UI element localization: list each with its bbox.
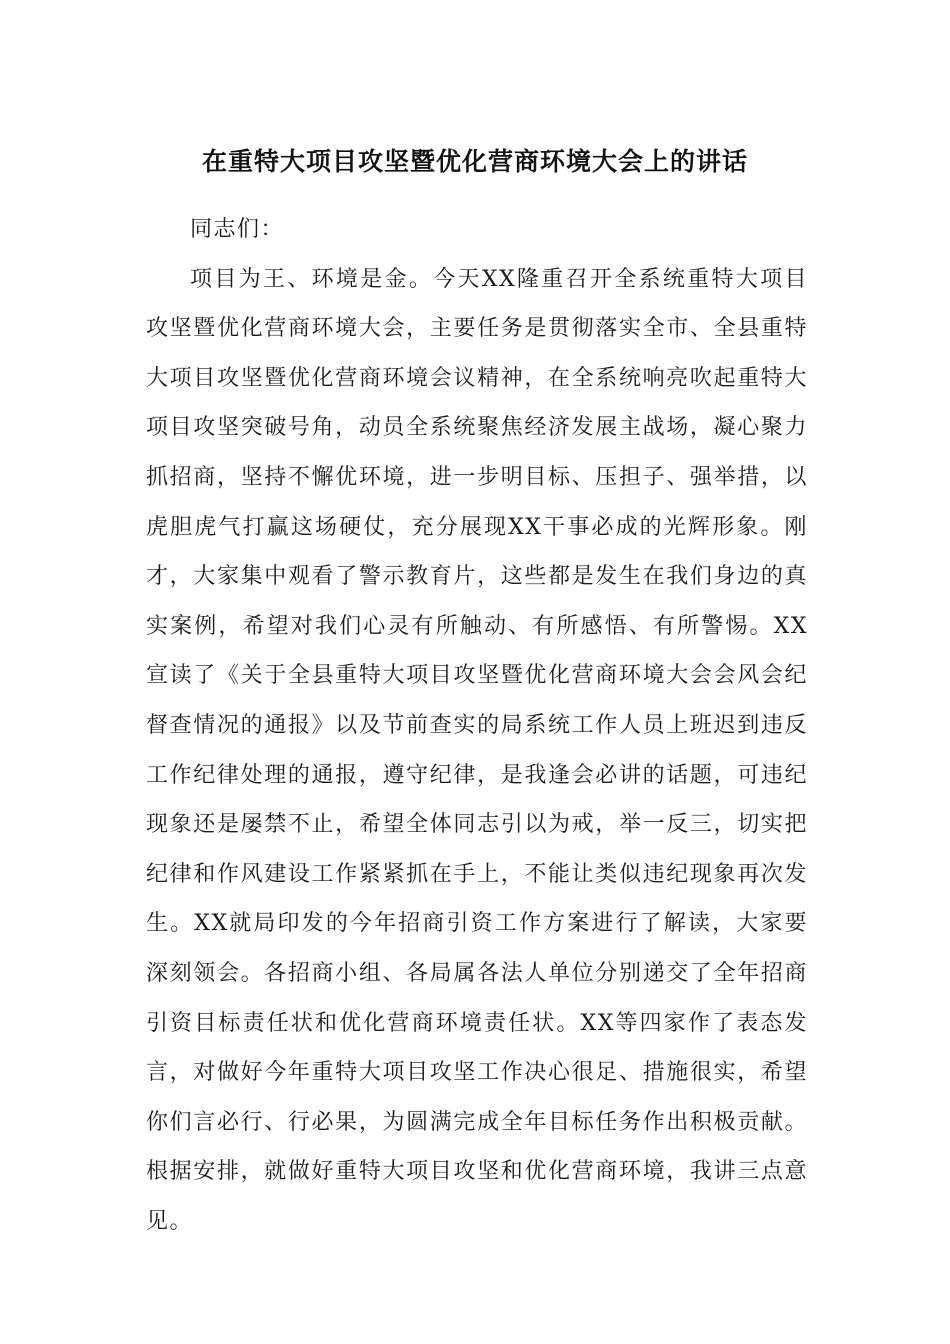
- document-title: 在重特大项目攻坚暨优化营商环境大会上的讲话: [201, 147, 748, 176]
- document-body: [146, 205, 808, 1246]
- body-paragraph: 项目为王、环境是金。今天XX隆重召开全系统重特大项目攻坚暨优化营商环境大会，主要任务是贯彻落实全市、全县重特大项目攻坚暨优化营商环境会议精神，在全系统响亮吹起重特大项目攻坚突破号角，动员全系统聚焦经济发展主战场，凝心聚力抓招商，坚持不懈优环境，进一步明目标、压担子、强举措，以虎胆虎气打赢这场硬仗，充分展现XX干事必成的光辉形象。刚才，大家集中观看了警示教育片，这些都是发生在我们身边的真实案例，希望对我们心灵有所触动、有所感悟、有所警惕。XX宣读了《关于全县重特大项目攻坚暨优化营商环境大会会风会纪督查情况的通报》以及节前查实的局系统工作人员上班迟到违反工作纪律处理的通报，遵守纪律，是我逢会必讲的话题，可违纪现象还是屡禁不止，希望全体同志引以为戒，举一反三，切实把纪律和作风建设工作紧紧抓在手上，不能让类似违纪现象再次发生。XX就局印发的今年招商引资工作方案进行了解读，大家要深刻领会。各招商小组、各局属各法人单位分别递交了全年招商引资目标责任状和优化营商环境责任状。XX等四家作了表态发言，对做好今年重特大项目攻坚工作决心很足、措施很实，希望你们言必行、行必果，为圆满完成全年目标任务作出积极贡献。根据安排，就做好重特大项目攻坚和优化营商环境，我讲三点意见。: [146, 266, 808, 1234]
- salutation: 同志们：: [190, 217, 285, 242]
